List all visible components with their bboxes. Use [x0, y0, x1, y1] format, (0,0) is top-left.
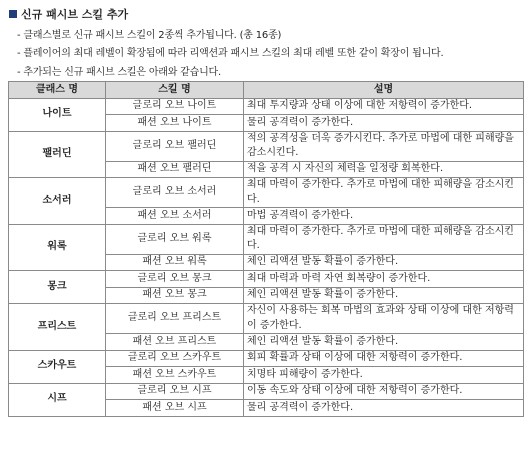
header-desc: 설명: [244, 82, 524, 99]
skill-name-cell: 글로리 오브 프리스트: [106, 304, 244, 334]
square-bullet-icon: [9, 10, 17, 18]
skill-name-cell: 글로리 오브 몽크: [106, 271, 244, 288]
skill-name-cell: 글로리 오브 나이트: [106, 98, 244, 115]
class-name-cell: 나이트: [9, 98, 106, 131]
description-cell: 체인 리액션 발동 확률이 증가한다.: [244, 254, 524, 271]
description-cell: 자신이 사용하는 회복 마법의 효과와 상태 이상에 대한 저항력이 증가한다.: [244, 304, 524, 334]
section-title: [9, 6, 128, 22]
table-row: [9, 304, 524, 334]
skill-name-cell: 글로리 오브 워록: [106, 224, 244, 254]
skill-name-cell: 패션 오브 시프: [106, 400, 244, 417]
skills-table: [8, 81, 524, 417]
skill-name-cell: 글로리 오브 팰러딘: [106, 131, 244, 161]
description-cell: 마법 공격력이 증가한다.: [244, 208, 524, 225]
description-cell: 최대 마력이 증가한다. 추가로 마법에 대한 피해량을 감소시킨다.: [244, 224, 524, 254]
description-cell: 적의 공격성을 더욱 증가시킨다. 추가로 마법에 대한 피해량을 감소시킨다.: [244, 131, 524, 161]
skill-name-cell: 패션 오브 소서러: [106, 208, 244, 225]
table-row: [9, 383, 524, 400]
bullet-line: - 플레이어의 최대 레벨이 확장됨에 따라 리액션과 패시브 스킬의 최대 레벨 또한 같이 확장이 됩니다.: [17, 48, 444, 59]
class-name-cell: 팰러딘: [9, 131, 106, 178]
table-row: [9, 98, 524, 115]
description-cell: 이동 속도와 상태 이상에 대한 저항력이 증가한다.: [244, 383, 524, 400]
header-class: 클래스 명: [9, 82, 106, 99]
description-cell: 최대 마력과 마력 자연 회복량이 증가한다.: [244, 271, 524, 288]
class-name-cell: 프리스트: [9, 304, 106, 351]
description-cell: 적을 공격 시 자신의 체력을 일정량 회복한다.: [244, 161, 524, 178]
header-skill: 스킬 명: [106, 82, 244, 99]
table-row: [9, 131, 524, 161]
class-name-cell: 몽크: [9, 271, 106, 304]
class-name-cell: 시프: [9, 383, 106, 416]
table-row: [9, 224, 524, 254]
description-cell: 체인 리액션 발동 확률이 증가한다.: [244, 287, 524, 304]
skill-name-cell: 글로리 오브 소서러: [106, 178, 244, 208]
class-name-cell: 스카우트: [9, 350, 106, 383]
bullet-line: - 클래스별로 신규 패시브 스킬이 2종씩 추가됩니다. (총 16종): [17, 30, 282, 41]
table-row: [9, 178, 524, 208]
description-cell: 최대 마력이 증가한다. 추가로 마법에 대한 피해량을 감소시킨다.: [244, 178, 524, 208]
skill-name-cell: 패션 오브 나이트: [106, 115, 244, 132]
class-name-cell: 워록: [9, 224, 106, 271]
skill-name-cell: 패션 오브 워록: [106, 254, 244, 271]
skill-name-cell: 패션 오브 스카우트: [106, 367, 244, 384]
skill-name-cell: 글로리 오브 스카우트: [106, 350, 244, 367]
skill-name-cell: 글로리 오브 시프: [106, 383, 244, 400]
table-row: [9, 271, 524, 288]
description-cell: 물리 공격력이 증가한다.: [244, 115, 524, 132]
skill-name-cell: 패션 오브 프리스트: [106, 334, 244, 351]
skill-name-cell: 패션 오브 몽크: [106, 287, 244, 304]
skill-name-cell: 패션 오브 팰러딘: [106, 161, 244, 178]
section-title-text: 신규 패시브 스킬 추가: [21, 8, 129, 21]
description-cell: 치명타 피해량이 증가한다.: [244, 367, 524, 384]
description-cell: 회피 확률과 상태 이상에 대한 저항력이 증가한다.: [244, 350, 524, 367]
class-name-cell: 소서러: [9, 178, 106, 225]
table-row: [9, 350, 524, 367]
skills-table-body: [9, 98, 524, 416]
description-cell: 물리 공격력이 증가한다.: [244, 400, 524, 417]
description-cell: 최대 투지량과 상태 이상에 대한 저항력이 증가한다.: [244, 98, 524, 115]
description-cell: 체인 리액션 발동 확률이 증가한다.: [244, 334, 524, 351]
bullet-line: - 추가되는 신규 패시브 스킬은 아래와 같습니다.: [17, 67, 221, 78]
